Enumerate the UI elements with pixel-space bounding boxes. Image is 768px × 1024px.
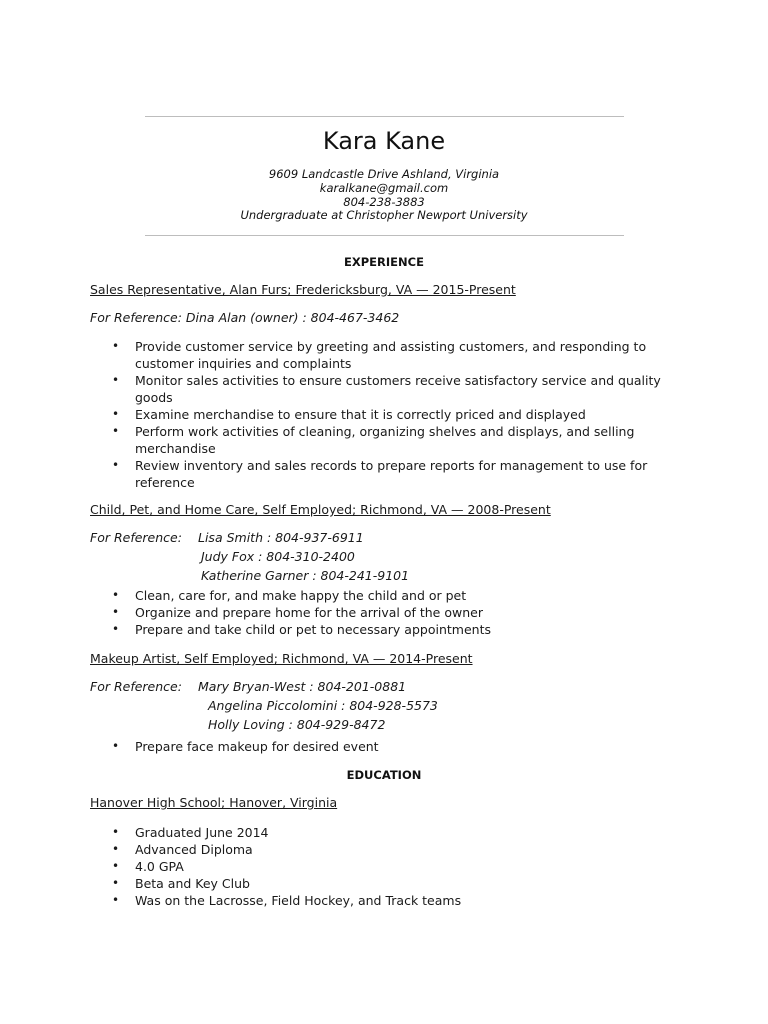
top-divider	[145, 116, 624, 117]
bullet-icon: •	[112, 859, 120, 873]
job-reference-label-makeup: For Reference:	[90, 679, 182, 694]
resume-name: Kara Kane	[322, 127, 446, 155]
bullet-icon: •	[112, 876, 120, 890]
job-title-makeup: Makeup Artist, Self Employed; Richmond, VA — 2014-Present	[90, 651, 473, 666]
university-status: Undergraduate at Christopher Newport University	[240, 208, 528, 222]
bullet-icon: •	[112, 373, 120, 387]
bullet-icon: •	[112, 458, 120, 472]
job-reference-label-care: For Reference:	[90, 530, 182, 545]
experience-heading: EXPERIENCE	[344, 255, 424, 269]
bullet-icon: •	[112, 605, 120, 619]
job-bullets-care	[90, 587, 675, 638]
list-item: • Perform work activities of cleaning, organizing shelves and displays, and selling merchandise	[112, 424, 635, 456]
reference-entry: Mary Bryan-West : 804-201-0881	[198, 679, 407, 694]
list-item: • Organize and prepare home for the arrival of the owner	[112, 605, 483, 620]
education-bullets	[90, 824, 675, 909]
bullet-icon: •	[112, 622, 120, 636]
phone: 804-238-3883	[343, 195, 425, 209]
list-item: • Clean, care for, and make happy the child and or pet	[112, 588, 467, 603]
bullet-icon: •	[112, 407, 120, 421]
list-item: • Prepare face makeup for desired event	[112, 739, 379, 754]
reference-entry: Judy Fox : 804-310-2400	[201, 549, 355, 564]
list-item: • Provide customer service by greeting and assisting customers, and responding to customer inquiries and complaints	[112, 339, 647, 371]
list-item: • Prepare and take child or pet to necessary appointments	[112, 622, 491, 637]
reference-entry: Lisa Smith : 804-937-6911	[198, 530, 364, 545]
bullet-icon: •	[112, 588, 120, 602]
reference-entry: Katherine Garner : 804-241-9101	[201, 568, 410, 583]
school-title: Hanover High School; Hanover, Virginia	[90, 795, 338, 810]
job-bullets-makeup	[90, 738, 675, 755]
list-item: • Was on the Lacrosse, Field Hockey, and Track teams	[112, 893, 462, 908]
list-item: • Advanced Diploma	[112, 842, 253, 857]
bottom-divider	[145, 235, 624, 236]
bullet-icon: •	[112, 739, 120, 753]
job-title-sales: Sales Representative, Alan Furs; Fredericksburg, VA — 2015-Present	[90, 282, 516, 297]
list-item: • Review inventory and sales records to prepare reports for management to use for reference	[112, 458, 648, 490]
job-title-care: Child, Pet, and Home Care, Self Employed; Richmond, VA — 2008-Present	[90, 502, 551, 517]
list-item: • Graduated June 2014	[112, 825, 269, 840]
job-reference-sales: For Reference: Dina Alan (owner) : 804-467-3462	[90, 310, 400, 325]
bullet-icon: •	[112, 339, 120, 353]
address: 9609 Landcastle Drive Ashland, Virginia	[268, 167, 500, 181]
reference-entry: Holly Loving : 804-929-8472	[208, 717, 386, 732]
list-item: • 4.0 GPA	[112, 859, 184, 874]
job-bullets-sales	[90, 338, 675, 491]
education-heading: EDUCATION	[346, 768, 422, 782]
email: karalkane@gmail.com	[319, 181, 449, 195]
reference-entry: Angelina Piccolomini : 804-928-5573	[208, 698, 438, 713]
bullet-icon: •	[112, 424, 120, 438]
list-item: • Examine merchandise to ensure that it is correctly priced and displayed	[112, 407, 586, 422]
bullet-icon: •	[112, 825, 120, 839]
bullet-icon: •	[112, 893, 120, 907]
list-item: • Beta and Key Club	[112, 876, 250, 891]
list-item: • Monitor sales activities to ensure customers receive satisfactory service and quality goods	[112, 373, 661, 405]
bullet-icon: •	[112, 842, 120, 856]
